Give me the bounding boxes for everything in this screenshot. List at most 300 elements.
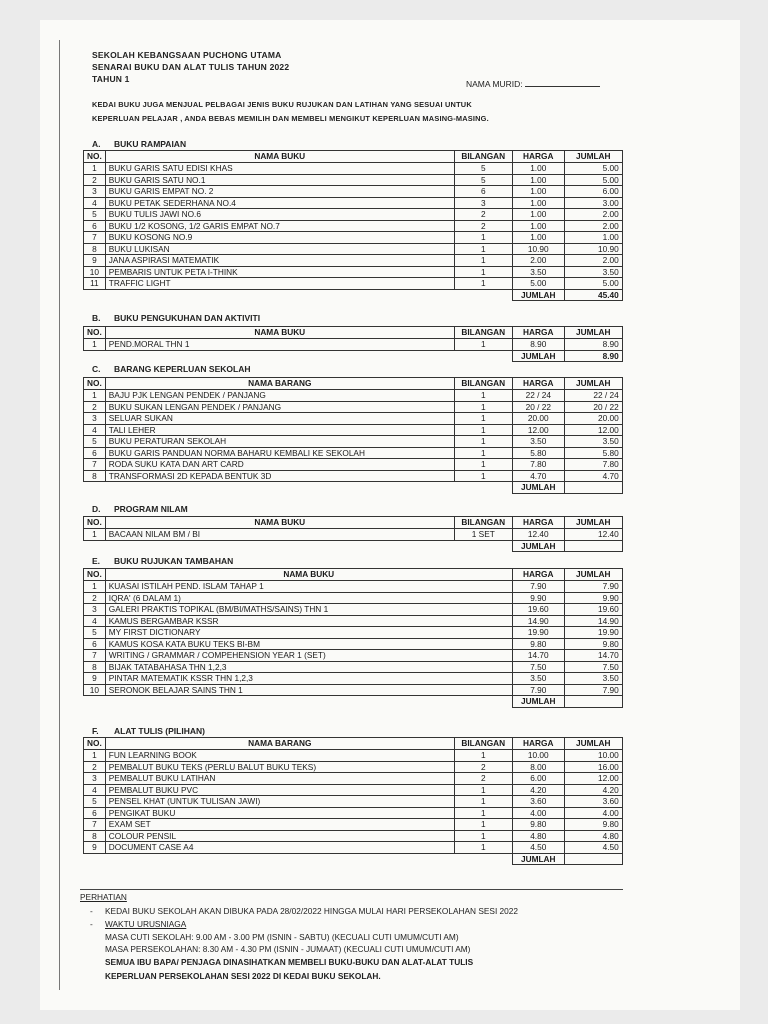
price: 1.00 (512, 232, 564, 244)
table-row (84, 424, 623, 436)
column-header: NAMA BUKU (105, 151, 454, 163)
column-header: HARGA (512, 738, 564, 750)
quantity: 1 (454, 436, 512, 448)
table-row (84, 174, 623, 186)
dash-1: - (90, 906, 93, 916)
row-number: 7 (84, 459, 106, 471)
empty-cell (84, 696, 106, 708)
items-table (83, 516, 623, 552)
price: 10.90 (512, 243, 564, 255)
amount: 4.20 (564, 784, 622, 796)
price: 9.90 (512, 592, 564, 604)
row-number: 6 (84, 220, 106, 232)
price: 3.50 (512, 266, 564, 278)
price: 7.80 (512, 459, 564, 471)
price: 14.70 (512, 650, 564, 662)
total-value (564, 540, 622, 552)
price: 7.90 (512, 684, 564, 696)
column-header: NO. (84, 327, 106, 339)
row-number: 2 (84, 401, 106, 413)
item-name: BIJAK TATABAHASA THN 1,2,3 (105, 661, 512, 673)
row-number: 8 (84, 470, 106, 482)
amount: 10.90 (564, 243, 622, 255)
quantity: 1 (454, 784, 512, 796)
price: 1.00 (512, 220, 564, 232)
quantity: 5 (454, 163, 512, 175)
student-name-blank (525, 78, 600, 87)
price: 5.00 (512, 278, 564, 290)
item-name: TALI LEHER (105, 424, 454, 436)
item-name: JANA ASPIRASI MATEMATIK (105, 255, 454, 267)
advice-line-2: KEPERLUAN PERSEKOLAHAN SESI 2022 DI KEDAI BUKU SEKOLAH. (105, 971, 381, 981)
total-row (84, 696, 623, 708)
row-number: 8 (84, 243, 106, 255)
price: 4.80 (512, 830, 564, 842)
quantity: 1 (454, 424, 512, 436)
quantity: 1 (454, 232, 512, 244)
row-number: 1 (84, 390, 106, 402)
margin-line (59, 40, 60, 990)
item-name: WRITING / GRAMMAR / COMPEHENSION YEAR 1 (SET) (105, 650, 512, 662)
student-name-field (466, 78, 600, 89)
price: 3.50 (512, 436, 564, 448)
row-number: 4 (84, 784, 106, 796)
amount: 7.80 (564, 459, 622, 471)
table-row (84, 830, 623, 842)
row-number: 4 (84, 197, 106, 209)
price: 3.60 (512, 796, 564, 808)
quantity: 1 (454, 447, 512, 459)
table-row (84, 186, 623, 198)
amount: 22 / 24 (564, 390, 622, 402)
row-number: 9 (84, 255, 106, 267)
price: 2.00 (512, 255, 564, 267)
item-name: BUKU GARIS EMPAT NO. 2 (105, 186, 454, 198)
table-row (84, 807, 623, 819)
table-row (84, 459, 623, 471)
row-number: 7 (84, 232, 106, 244)
amount: 7.90 (564, 581, 622, 593)
row-number: 7 (84, 650, 106, 662)
price: 9.80 (512, 638, 564, 650)
price: 22 / 24 (512, 390, 564, 402)
table-row (84, 761, 623, 773)
note-line-2: KEPERLUAN PELAJAR , ANDA BEBAS MEMILIH DAN MEMBELI MENGIKUT KEPERLUAN MASING-MASING. (92, 114, 489, 123)
amount: 14.90 (564, 615, 622, 627)
row-number: 5 (84, 796, 106, 808)
amount: 8.90 (564, 339, 622, 351)
table-row (84, 390, 623, 402)
amount: 7.50 (564, 661, 622, 673)
item-name: BUKU TULIS JAWI NO.6 (105, 209, 454, 221)
empty-cell (84, 540, 106, 552)
item-name: PEMBALUT BUKU PVC (105, 784, 454, 796)
table-row (84, 278, 623, 290)
table-row (84, 750, 623, 762)
column-header: HARGA (512, 569, 564, 581)
price: 19.60 (512, 604, 564, 616)
amount: 6.00 (564, 186, 622, 198)
price: 7.50 (512, 661, 564, 673)
row-number: 2 (84, 592, 106, 604)
total-row (84, 482, 623, 494)
amount: 7.90 (564, 684, 622, 696)
empty-cell (105, 540, 454, 552)
column-header: NO. (84, 569, 106, 581)
price: 4.70 (512, 470, 564, 482)
note-line-1: KEDAI BUKU JUGA MENJUAL PELBAGAI JENIS BUKU RUJUKAN DAN LATIHAN YANG SESUAI UNTUK (92, 100, 472, 109)
section-letter: E. (92, 556, 101, 566)
row-number: 8 (84, 830, 106, 842)
item-name: PEMBARIS UNTUK PETA I-THINK (105, 266, 454, 278)
amount: 3.00 (564, 197, 622, 209)
empty-cell (105, 289, 454, 301)
table-row (84, 581, 623, 593)
total-value: 8.90 (564, 350, 622, 362)
empty-cell (84, 853, 106, 865)
price: 8.90 (512, 339, 564, 351)
amount: 2.00 (564, 220, 622, 232)
row-number: 4 (84, 424, 106, 436)
price: 12.00 (512, 424, 564, 436)
quantity: 1 (454, 470, 512, 482)
section-name: BUKU RAMPAIAN (114, 139, 187, 149)
amount: 5.00 (564, 278, 622, 290)
holiday-hours: MASA CUTI SEKOLAH: 9.00 AM - 3.00 PM (ISNIN - SABTU) (KECUALI CUTI UMUM/CUTI AM) (105, 932, 459, 942)
row-number: 1 (84, 750, 106, 762)
table-row (84, 796, 623, 808)
items-table (83, 737, 623, 865)
item-name: FUN LEARNING BOOK (105, 750, 454, 762)
empty-cell (454, 482, 512, 494)
amount: 19.90 (564, 627, 622, 639)
table-row (84, 819, 623, 831)
column-header: JUMLAH (564, 569, 622, 581)
item-name: PENGIKAT BUKU (105, 807, 454, 819)
price: 9.80 (512, 819, 564, 831)
price: 4.00 (512, 807, 564, 819)
column-header: NAMA BARANG (105, 738, 454, 750)
item-name: PINTAR MATEMATIK KSSR THN 1,2,3 (105, 673, 512, 685)
quantity: 1 (454, 390, 512, 402)
price: 20 / 22 (512, 401, 564, 413)
column-header: BILANGAN (454, 327, 512, 339)
total-label: JUMLAH (512, 289, 564, 301)
item-name: IQRA' (6 DALAM 1) (105, 592, 512, 604)
price: 6.00 (512, 773, 564, 785)
table-row (84, 470, 623, 482)
price: 1.00 (512, 163, 564, 175)
table-row (84, 638, 623, 650)
table-row (84, 684, 623, 696)
amount: 9.90 (564, 592, 622, 604)
column-header: NO. (84, 517, 106, 529)
column-header: BILANGAN (454, 517, 512, 529)
item-name: TRANSFORMASI 2D KEPADA BENTUK 3D (105, 470, 454, 482)
amount: 10.00 (564, 750, 622, 762)
total-value: 45.40 (564, 289, 622, 301)
item-name: EXAM SET (105, 819, 454, 831)
row-number: 9 (84, 842, 106, 854)
row-number: 6 (84, 447, 106, 459)
total-value (564, 853, 622, 865)
table-row (84, 197, 623, 209)
item-name: BUKU KOSONG NO.9 (105, 232, 454, 244)
table-row (84, 615, 623, 627)
items-table (83, 377, 623, 494)
section-title (92, 504, 188, 514)
empty-cell (105, 696, 512, 708)
table-header-row (84, 327, 623, 339)
price: 7.90 (512, 581, 564, 593)
table-row (84, 627, 623, 639)
table-row (84, 447, 623, 459)
quantity: 2 (454, 209, 512, 221)
quantity: 2 (454, 220, 512, 232)
quantity: 1 (454, 255, 512, 267)
price: 10.00 (512, 750, 564, 762)
price: 3.50 (512, 673, 564, 685)
row-number: 4 (84, 615, 106, 627)
advice-line-1: SEMUA IBU BAPA/ PENJAGA DINASIHATKAN MEMBELI BUKU-BUKU DAN ALAT-ALAT TULIS (105, 957, 474, 967)
quantity: 1 (454, 459, 512, 471)
table-row (84, 339, 623, 351)
table-row (84, 163, 623, 175)
table-row (84, 604, 623, 616)
item-name: DOCUMENT CASE A4 (105, 842, 454, 854)
total-row (84, 853, 623, 865)
amount: 12.00 (564, 424, 622, 436)
items-table (83, 568, 623, 708)
row-number: 10 (84, 266, 106, 278)
price: 1.00 (512, 209, 564, 221)
empty-cell (454, 853, 512, 865)
amount: 20 / 22 (564, 401, 622, 413)
section-title (92, 726, 205, 736)
row-number: 5 (84, 209, 106, 221)
quantity: 1 SET (454, 529, 512, 541)
column-header: JUMLAH (564, 151, 622, 163)
quantity: 3 (454, 197, 512, 209)
item-name: BACAAN NILAM BM / BI (105, 529, 454, 541)
empty-cell (454, 540, 512, 552)
dash-2: - (90, 919, 93, 929)
perhatian-heading: PERHATIAN (80, 892, 127, 902)
price: 1.00 (512, 197, 564, 209)
items-table (83, 326, 623, 362)
section-letter: D. (92, 504, 101, 514)
empty-cell (84, 289, 106, 301)
item-name: BUKU GARIS SATU NO.1 (105, 174, 454, 186)
total-row (84, 289, 623, 301)
amount: 4.80 (564, 830, 622, 842)
quantity: 1 (454, 807, 512, 819)
row-number: 3 (84, 186, 106, 198)
amount: 5.80 (564, 447, 622, 459)
table-row (84, 650, 623, 662)
amount: 20.00 (564, 413, 622, 425)
item-name: BUKU SUKAN LENGAN PENDEK / PANJANG (105, 401, 454, 413)
table-row (84, 842, 623, 854)
row-number: 6 (84, 807, 106, 819)
row-number: 10 (84, 684, 106, 696)
section-title (92, 556, 233, 566)
item-name: BUKU PERATURAN SEKOLAH (105, 436, 454, 448)
empty-cell (105, 853, 454, 865)
amount: 4.50 (564, 842, 622, 854)
column-header: HARGA (512, 327, 564, 339)
item-name: PEMBALUT BUKU LATIHAN (105, 773, 454, 785)
table-row (84, 220, 623, 232)
price: 14.90 (512, 615, 564, 627)
price: 4.50 (512, 842, 564, 854)
row-number: 2 (84, 761, 106, 773)
column-header: JUMLAH (564, 327, 622, 339)
amount: 1.00 (564, 232, 622, 244)
item-name: BUKU 1/2 KOSONG, 1/2 GARIS EMPAT NO.7 (105, 220, 454, 232)
row-number: 2 (84, 174, 106, 186)
section-letter: A. (92, 139, 101, 149)
item-name: SELUAR SUKAN (105, 413, 454, 425)
amount: 3.50 (564, 673, 622, 685)
table-row (84, 592, 623, 604)
amount: 12.00 (564, 773, 622, 785)
item-name: PEMBALUT BUKU TEKS (PERLU BALUT BUKU TEKS) (105, 761, 454, 773)
table-row (84, 232, 623, 244)
table-row (84, 209, 623, 221)
column-header: JUMLAH (564, 378, 622, 390)
list-title: SENARAI BUKU DAN ALAT TULIS TAHUN 2022 (92, 62, 290, 72)
section-name: ALAT TULIS (PILIHAN) (114, 726, 205, 736)
quantity: 1 (454, 278, 512, 290)
footer-divider (80, 889, 623, 890)
table-header-row (84, 517, 623, 529)
section-name: BUKU PENGUKUHAN DAN AKTIVITI (114, 313, 261, 323)
item-name: COLOUR PENSIL (105, 830, 454, 842)
table-header-row (84, 569, 623, 581)
quantity: 2 (454, 761, 512, 773)
amount: 2.00 (564, 209, 622, 221)
item-name: BUKU GARIS PANDUAN NORMA BAHARU KEMBALI KE SEKOLAH (105, 447, 454, 459)
total-row (84, 540, 623, 552)
row-number: 9 (84, 673, 106, 685)
amount: 3.50 (564, 266, 622, 278)
price: 8.00 (512, 761, 564, 773)
section-title (92, 364, 250, 374)
empty-cell (454, 350, 512, 362)
table-row (84, 529, 623, 541)
item-name: BUKU GARIS SATU EDISI KHAS (105, 163, 454, 175)
column-header: NO. (84, 151, 106, 163)
amount: 5.00 (564, 174, 622, 186)
item-name: RODA SUKU KATA DAN ART CARD (105, 459, 454, 471)
column-header: NAMA BUKU (105, 327, 454, 339)
empty-cell (105, 350, 454, 362)
row-number: 8 (84, 661, 106, 673)
quantity: 1 (454, 842, 512, 854)
school-hours: MASA PERSEKOLAHAN: 8.30 AM - 4.30 PM (ISNIN - JUMAAT) (KECUALI CUTI UMUM/CUTI AM) (105, 944, 471, 954)
column-header: JUMLAH (564, 517, 622, 529)
row-number: 3 (84, 773, 106, 785)
table-row (84, 784, 623, 796)
quantity: 1 (454, 819, 512, 831)
section-letter: F. (92, 726, 99, 736)
item-name: BAJU PJK LENGAN PENDEK / PANJANG (105, 390, 454, 402)
price: 5.80 (512, 447, 564, 459)
table-row (84, 255, 623, 267)
quantity: 6 (454, 186, 512, 198)
column-header: NAMA BUKU (105, 569, 512, 581)
row-number: 7 (84, 819, 106, 831)
amount: 9.80 (564, 638, 622, 650)
table-row (84, 413, 623, 425)
column-header: HARGA (512, 378, 564, 390)
empty-cell (84, 350, 106, 362)
quantity: 1 (454, 266, 512, 278)
column-header: HARGA (512, 151, 564, 163)
item-name: MY FIRST DICTIONARY (105, 627, 512, 639)
table-row (84, 266, 623, 278)
year-label: TAHUN 1 (92, 74, 130, 84)
section-letter: C. (92, 364, 101, 374)
amount: 9.80 (564, 819, 622, 831)
table-header-row (84, 738, 623, 750)
column-header: JUMLAH (564, 738, 622, 750)
row-number: 11 (84, 278, 106, 290)
row-number: 5 (84, 436, 106, 448)
section-name: BUKU RUJUKAN TAMBAHAN (114, 556, 234, 566)
section-name: PROGRAM NILAM (114, 504, 188, 514)
total-label: JUMLAH (512, 853, 564, 865)
school-name: SEKOLAH KEBANGSAAN PUCHONG UTAMA (92, 50, 282, 60)
quantity: 1 (454, 243, 512, 255)
row-number: 1 (84, 529, 106, 541)
amount: 3.60 (564, 796, 622, 808)
column-header: BILANGAN (454, 151, 512, 163)
business-hours-heading: WAKTU URUSNIAGA (105, 919, 187, 929)
total-label: JUMLAH (512, 350, 564, 362)
quantity: 1 (454, 750, 512, 762)
empty-cell (84, 482, 106, 494)
quantity: 1 (454, 413, 512, 425)
row-number: 3 (84, 413, 106, 425)
item-name: BUKU LUKISAN (105, 243, 454, 255)
amount: 5.00 (564, 163, 622, 175)
section-title (92, 313, 260, 323)
total-label: JUMLAH (512, 482, 564, 494)
item-name: KAMUS BERGAMBAR KSSR (105, 615, 512, 627)
table-row (84, 773, 623, 785)
quantity: 5 (454, 174, 512, 186)
section-name: BARANG KEPERLUAN SEKOLAH (114, 364, 251, 374)
item-name: KAMUS KOSA KATA BUKU TEKS BI-BM (105, 638, 512, 650)
section-letter: B. (92, 313, 101, 323)
quantity: 1 (454, 796, 512, 808)
column-header: BILANGAN (454, 738, 512, 750)
table-row (84, 436, 623, 448)
item-name: GALERI PRAKTIS TOPIKAL (BM/BI/MATHS/SAINS) THN 1 (105, 604, 512, 616)
column-header: BILANGAN (454, 378, 512, 390)
total-value (564, 482, 622, 494)
column-header: HARGA (512, 517, 564, 529)
column-header: NAMA BARANG (105, 378, 454, 390)
item-name: BUKU PETAK SEDERHANA NO.4 (105, 197, 454, 209)
price: 1.00 (512, 174, 564, 186)
table-row (84, 401, 623, 413)
amount: 4.00 (564, 807, 622, 819)
price: 19.90 (512, 627, 564, 639)
price: 12.40 (512, 529, 564, 541)
